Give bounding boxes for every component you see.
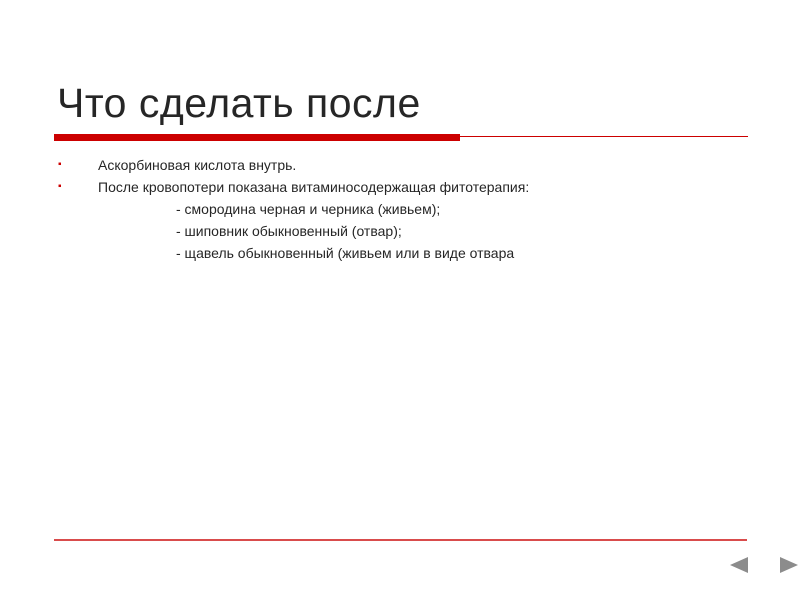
bullet-item [58,176,758,198]
bullet-text: Аскорбиновая кислота внутрь. [98,157,297,173]
footer-divider [54,539,747,541]
slide-content [58,154,758,264]
triangle-left-icon[interactable] [730,557,748,573]
title-underline-thick [54,134,460,141]
sub-item-text: - шиповник обыкновенный (отвар); [176,223,402,239]
sub-item-text: - смородина черная и черника (живьем); [176,201,441,217]
sub-item [58,198,758,220]
bullet-item [58,154,758,176]
slide-title: Что сделать после [57,80,421,126]
title-underline-thin [460,136,748,137]
triangle-right-icon[interactable] [780,557,798,573]
bullet-marker-icon: ▪ [58,181,62,192]
bullet-marker-icon: ▪ [58,159,62,170]
bullet-text: После кровопотери показана витаминосодержащая фитотерапия: [98,179,530,195]
sub-item [58,242,758,264]
sub-item [58,220,758,242]
sub-item-text: - щавель обыкновенный (живьем или в виде отвара [176,245,515,261]
